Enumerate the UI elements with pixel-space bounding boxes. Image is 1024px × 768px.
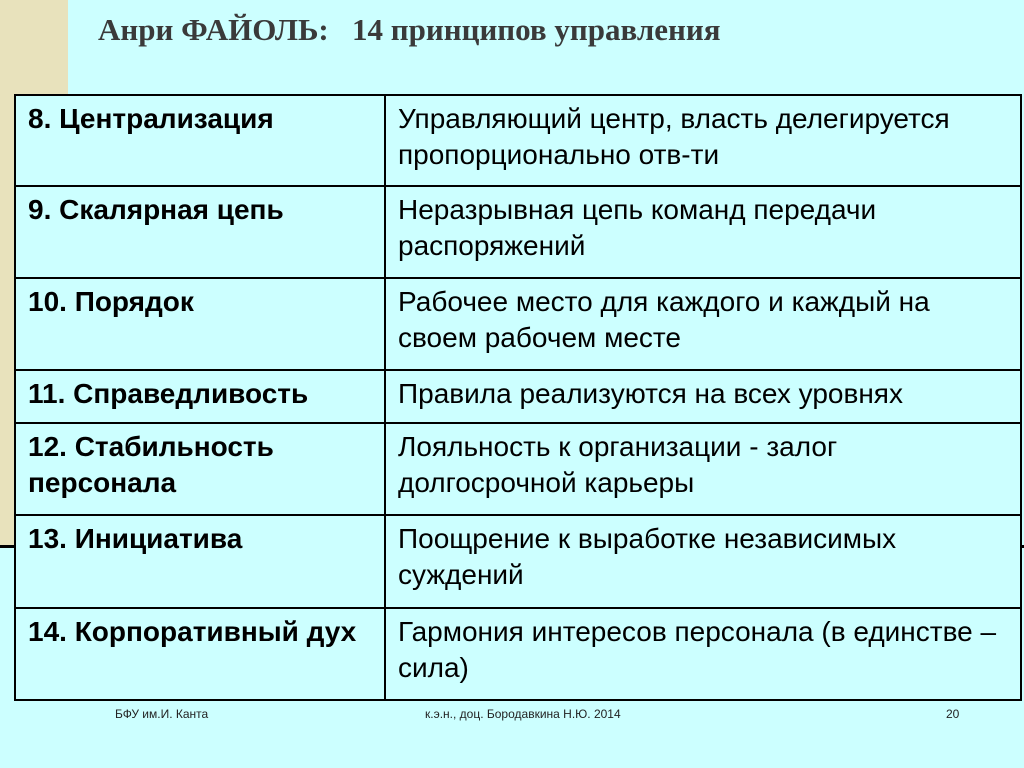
principles-table <box>14 94 1022 701</box>
principle-description: Управляющий центр, власть делегируется пропорционально отв-ти <box>385 95 1021 186</box>
table-row <box>15 370 1021 423</box>
table-row <box>15 186 1021 278</box>
principle-description: Правила реализуются на всех уровнях <box>385 370 1021 423</box>
principle-name: 13. Инициатива <box>15 515 385 608</box>
table-row <box>15 278 1021 370</box>
footer-university: БФУ им.И. Канта <box>115 707 209 721</box>
principle-name: 11. Справедливость <box>15 370 385 423</box>
principle-name: 10. Порядок <box>15 278 385 370</box>
table-row <box>15 515 1021 608</box>
principle-description: Рабочее место для каждого и каждый на своем рабочем месте <box>385 278 1021 370</box>
principle-name: 12. Стабильность персонала <box>15 423 385 515</box>
principle-name: 14. Корпоративный дух <box>15 608 385 700</box>
principle-description: Лояльность к организации - залог долгосрочной карьеры <box>385 423 1021 515</box>
principle-description: Неразрывная цепь команд передачи распоряжений <box>385 186 1021 278</box>
slide-title: Анри ФАЙОЛЬ: 14 принципов управления <box>98 12 721 47</box>
table-row <box>15 608 1021 700</box>
principle-name: 9. Скалярная цепь <box>15 186 385 278</box>
principle-description: Гармония интересов персонала (в единстве – сила) <box>385 608 1021 700</box>
principle-name: 8. Централизация <box>15 95 385 186</box>
principle-description: Поощрение к выработке независимых суждений <box>385 515 1021 608</box>
table-row <box>15 423 1021 515</box>
footer-author: к.э.н., доц. Бородавкина Н.Ю. 2014 <box>425 707 621 721</box>
table-row <box>15 95 1021 186</box>
footer-page-number: 20 <box>946 707 960 721</box>
